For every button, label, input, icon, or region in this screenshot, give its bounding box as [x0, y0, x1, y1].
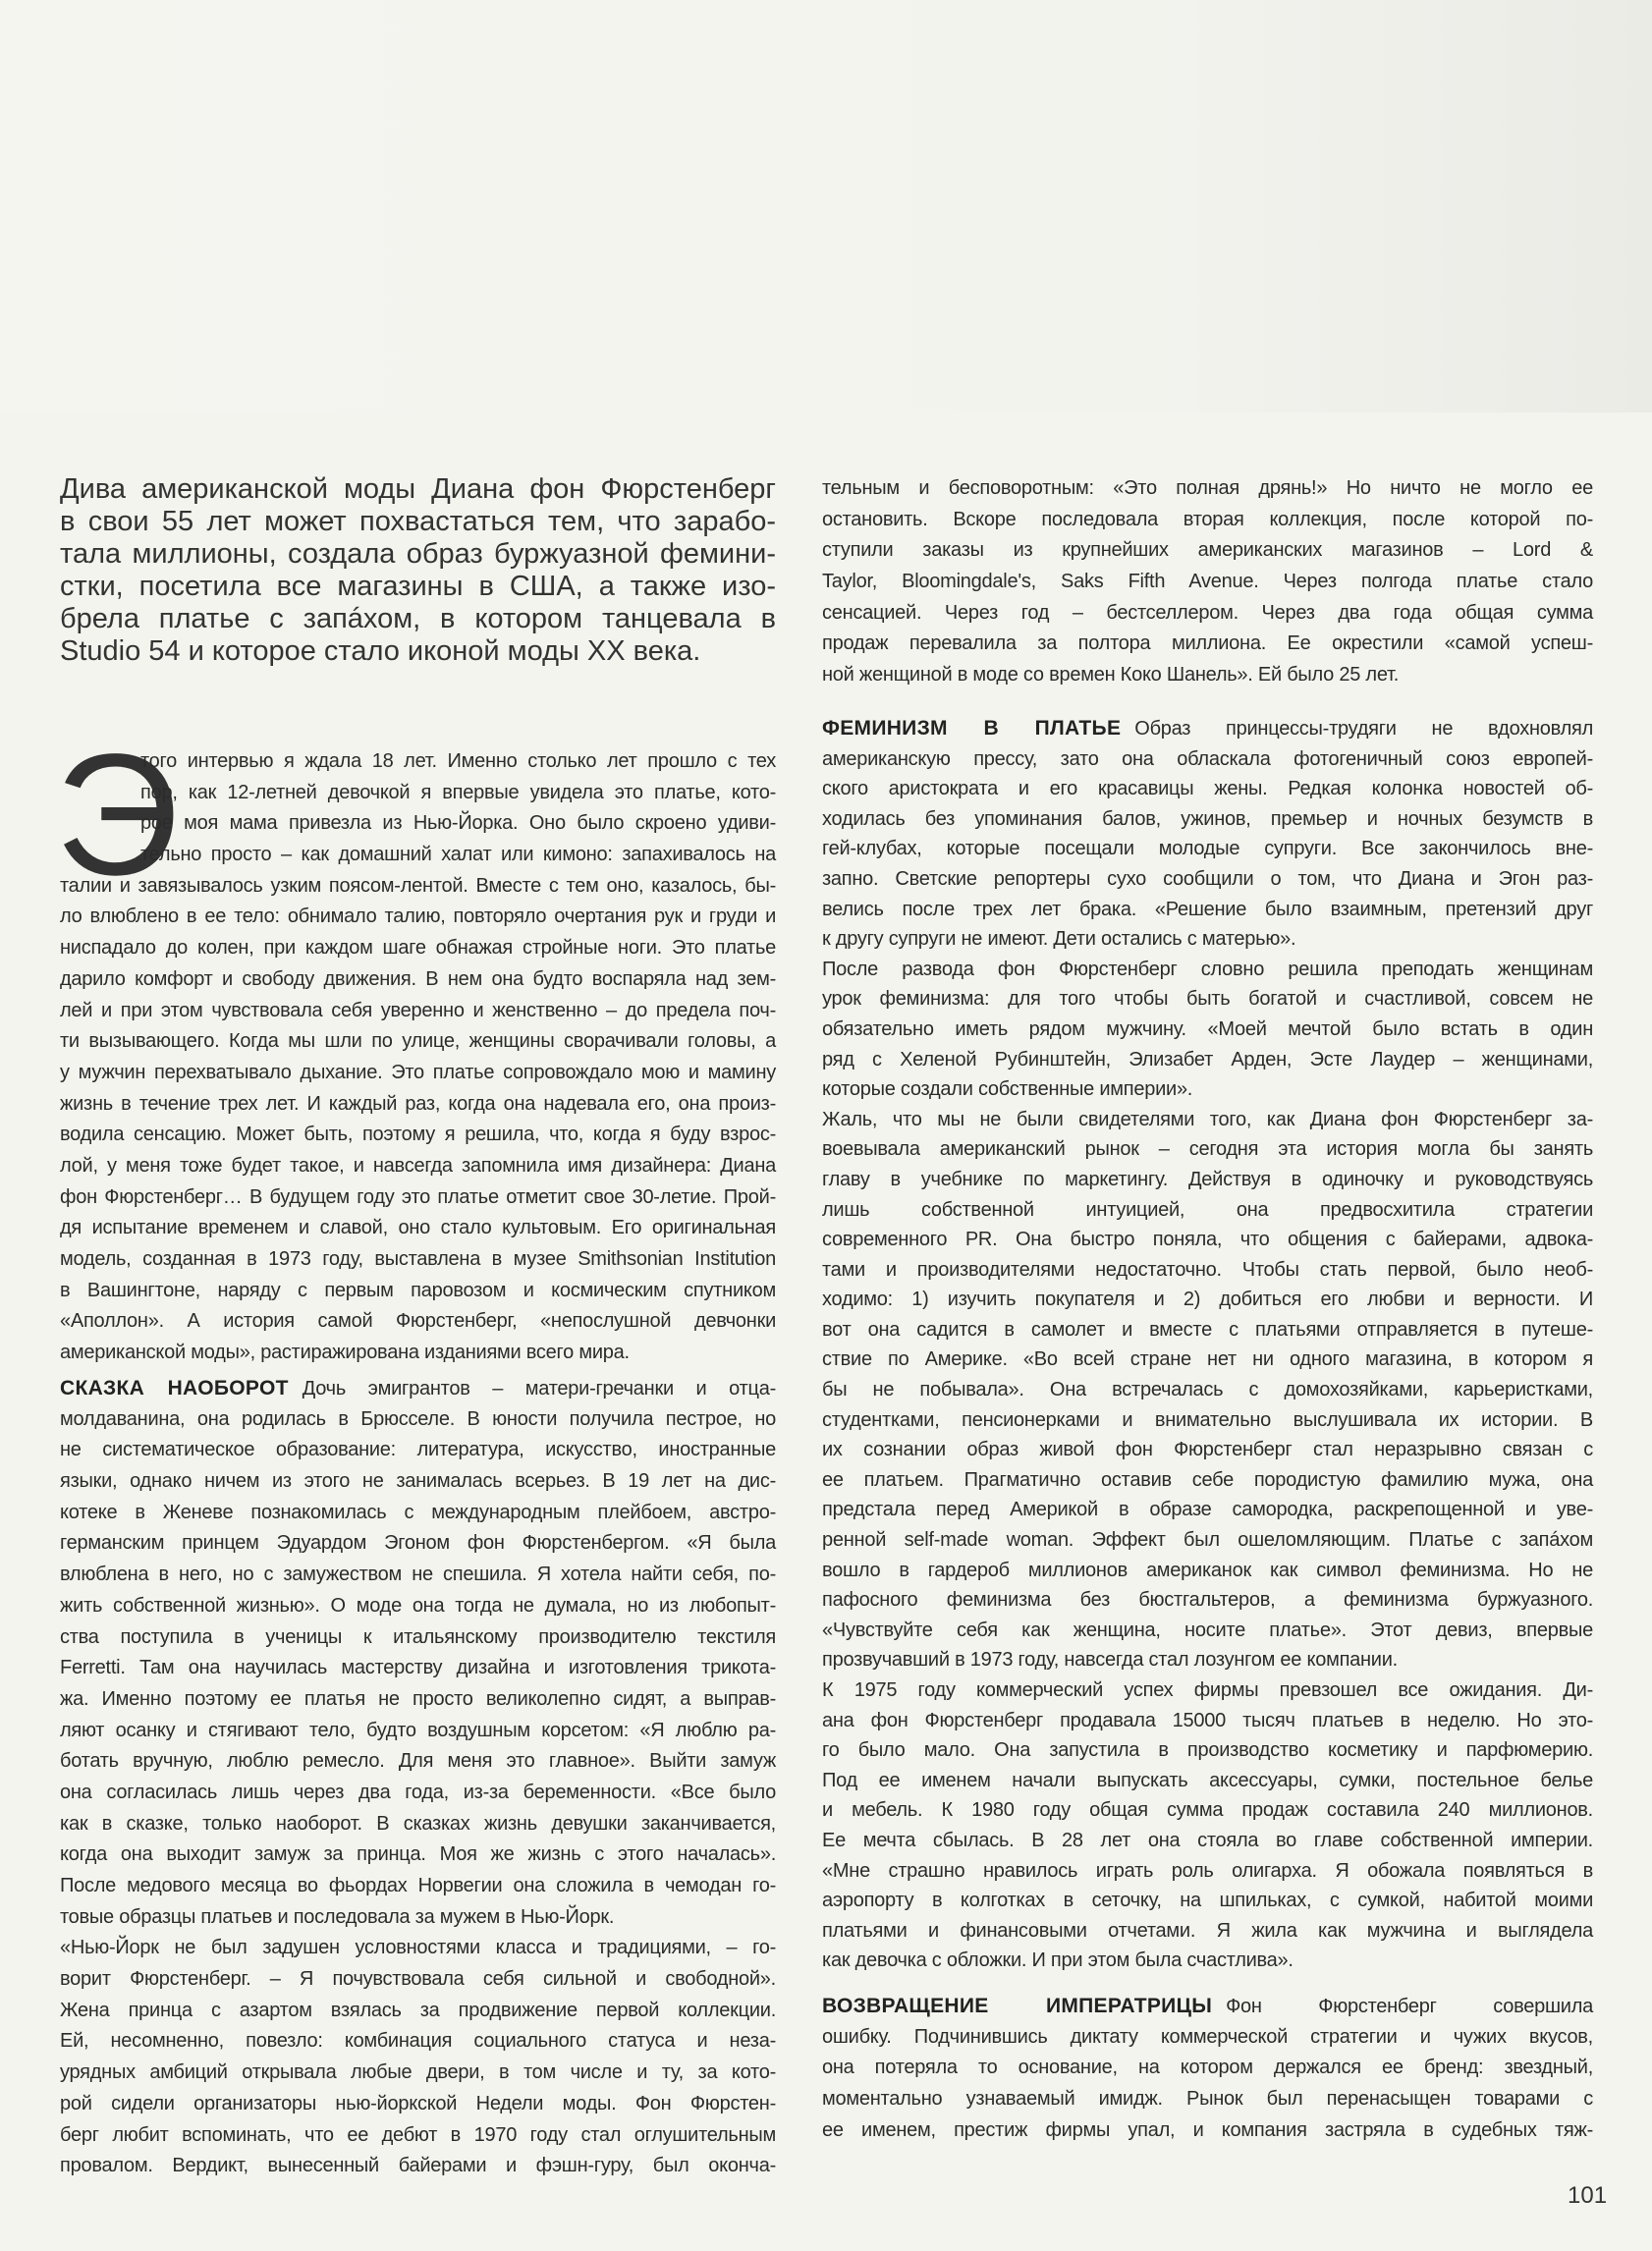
text-line: рое моя мама привезла из Нью-Йорка. Оно было скроено удиви- [140, 812, 776, 835]
text-line: урок феминизма: для того чтобы быть богатой и счастливой, совсем не [822, 988, 1593, 1011]
paragraph [822, 955, 1593, 1105]
lede-line: тала миллионы, создала образ буржуазной фемини- [60, 538, 776, 570]
paragraph [822, 1991, 1593, 2146]
text-line: и мебель. К 1980 году общая сумма продаж составила 240 миллионов. [822, 1799, 1593, 1822]
text-line: товые образцы платьев и последовала за мужем в Нью-Йорк. [60, 1905, 615, 1928]
text-line: ляют осанку и стягивают тело, будто воздушным корсетом: «Я люблю ра- [60, 1719, 776, 1741]
text-line: американской моды», растиражирована изданиями всего мира. [60, 1342, 630, 1364]
column-continuation [822, 473, 1593, 691]
text-line: водила сенсацию. Может быть, поэтому я решила, что, когда я буду взрос- [60, 1124, 776, 1146]
text-line: Жена принца с азартом взялась за продвижение первой коллекции. [60, 1999, 776, 2021]
lede-line: стки, посетила все магазины в США, а также изо- [60, 571, 776, 602]
text-line: предстала перед Америкой в образе самородка, раскрепощенной и уве- [822, 1499, 1593, 1521]
text-line: она потеряла то основание, на котором держался ее бренд: звездный, [822, 2057, 1593, 2079]
text-line: аэропорту в колготках в сеточку, на шпильках, с сумкой, набитой моими [822, 1890, 1593, 1912]
lede-line: брела платье с запáхом, в котором танцевала в [60, 603, 776, 634]
text-line-content: Фон Фюрстенберг совершила [1226, 1996, 1594, 2017]
article-intro [60, 746, 776, 1369]
text-line: продаж перевалила за полтора миллиона. Ее окрестили «самой успеш- [822, 632, 1593, 655]
paragraph [60, 1933, 776, 2182]
text-line: рой сидели организаторы нью-йоркской Недели моды. Фон Фюрстен- [60, 2092, 776, 2114]
paragraph [822, 1105, 1593, 1675]
text-line: она согласилась лишь через два года, из-за беременности. «Все было [60, 1781, 776, 1803]
text-line: которые создали собственные империи». [822, 1078, 1193, 1101]
text-line: воевывала американский рынок – сегодня эта история могла бы занять [822, 1138, 1593, 1161]
section-heading: ВОЗВРАЩЕНИЕ ИМПЕРАТРИЦЫ [822, 1995, 1213, 2017]
text-line: фон Фюрстенберг… В будущем году это платье отметит свое 30-летие. Прой- [60, 1185, 776, 1208]
lede [60, 473, 776, 668]
text-line: ряд с Хеленой Рубинштейн, Элизабет Арден, Эсте Лаудер – женщинами, [822, 1048, 1593, 1071]
text-line: остановить. Вскоре последовала вторая коллекция, после которой по- [822, 508, 1593, 530]
section-empress [822, 1991, 1593, 2146]
paragraph [822, 473, 1593, 691]
text-line: Taylor, Bloomingdale's, Saks Fifth Avenue. Через полгода платье стало [822, 571, 1593, 593]
text-line: тельно просто – как домашний халат или кимоно: запахивалось на [140, 844, 776, 866]
text-line: лишь собственной интуицией, она предвосхитила стратегии [822, 1198, 1593, 1221]
text-line: берг любит вспоминать, что ее дебют в 1970 году стал оглушительным [60, 2123, 776, 2146]
text-line: велись после трех лет брака. «Решение было взаимным, претензий друг [822, 898, 1593, 920]
lede-line: в свои 55 лет может похвастаться тем, что зарабо- [60, 506, 776, 537]
text-line: запно. Светские репортеры сухо сообщили о том, что Диана и Эгон раз- [822, 867, 1593, 890]
text-line: го было мало. Она запустила в производство косметику и парфюмерию. [822, 1739, 1593, 1762]
text-line: ского аристократа и его красавицы жены. Редкая колонка новостей об- [822, 778, 1593, 800]
text-line: ступили заказы из крупнейших американских магазинов – Lord & [822, 539, 1593, 562]
text-line: в Вашингтоне, наряду с первым паровозом и космическим спутником [60, 1279, 776, 1301]
text-line: ее платьем. Прагматично оставив себе породистую фамилию мужа, она [822, 1468, 1593, 1491]
text-line: гей-клубах, которые посещали молодые супруги. Все закончилось вне- [822, 838, 1593, 860]
text-line: дарило комфорт и свободу движения. В нем она будто воспаряла над зем- [60, 967, 776, 990]
text-line: «Нью-Йорк не был задушен условностями класса и традициями, – го- [60, 1937, 776, 1959]
text-line: тами и производителями недостаточно. Чтобы стать первой, было необ- [822, 1258, 1593, 1281]
text-line: ной женщиной в моде со времен Коко Шанель». Ей было 25 лет. [822, 664, 1400, 686]
paragraph [822, 1675, 1593, 1976]
text-line-content: Образ принцессы-трудяги не вдохновлял [1134, 718, 1593, 740]
text-line: ниспадало до колен, при каждом шаге обнажая стройные ноги. Это платье [60, 937, 776, 960]
text-line: «Мне страшно нравилось играть роль олигарха. Я обожала появляться в [822, 1859, 1593, 1882]
text-line: современного PR. Она быстро поняла, что общения с байерами, адвока- [822, 1229, 1593, 1251]
text-line: бы не побывала». Она встречалась с домохозяйками, карьеристками, [822, 1379, 1593, 1401]
text-line: не систематическое образование: литература, искусство, иностранные [60, 1439, 776, 1461]
lede-line: Дива американской моды Диана фон Фюрстенберг [60, 473, 776, 505]
lede-line: Studio 54 и которое стало иконой моды XX века. [60, 635, 701, 667]
photo-edge [0, 0, 1652, 412]
text-line [60, 1373, 776, 1404]
text-line: языки, однако ничем из этого не занималась всерьез. В 19 лет на дис- [60, 1470, 776, 1493]
text-line: влюблена в него, но с замужеством не спешила. Я хотела найти себя, по- [60, 1564, 776, 1586]
text-line: модель, созданная в 1973 году, выставлена в музее Smithsonian Institution [60, 1248, 776, 1270]
text-line [822, 714, 1593, 744]
text-line: ствие по Америке. «Во всей стране нет ни одного магазина, в котором я [822, 1348, 1593, 1371]
section-heading: ФЕМИНИЗМ В ПЛАТЬЕ [822, 717, 1122, 740]
section-feminism [822, 714, 1593, 1976]
text-line: обязательно иметь рядом мужчину. «Моей мечтой было встать в один [822, 1017, 1593, 1040]
text-line: Ее мечта сбылась. В 28 лет она стояла во главе собственной империи. [822, 1829, 1593, 1851]
text-line: как в сказке, только наоборот. В сказках жизнь девушки заканчивается, [60, 1812, 776, 1835]
text-line: провалом. Вердикт, вынесенный байерами и фэшн-гуру, был оконча- [60, 2155, 776, 2177]
text-line: к другу супруги не имеют. Дети остались с матерью». [822, 928, 1296, 951]
text-line: платьями и финансовыми отчетами. Я жила как мужчина и выглядела [822, 1919, 1593, 1942]
text-line: когда она выходит замуж за принца. Моя же жизнь с этого началась». [60, 1843, 776, 1866]
text-line: германским принцем Эдуардом Эгоном фон Фюрстенбергом. «Я была [60, 1532, 776, 1555]
text-line: прозвучавший в 1973 году, навсегда стал лозунгом ее компании. [822, 1649, 1398, 1672]
text-line: После медового месяца во фьордах Норвегии она сложила в чемодан го- [60, 1875, 776, 1896]
paragraph [822, 714, 1593, 955]
text-line: ло влюблено в ее тело: обнимало талию, повторяло очертания рук и груди и [60, 906, 776, 928]
text-line: После развода фон Фюрстенберг словно решила преподать женщинам [822, 958, 1593, 980]
text-line: ренной self-made woman. Эффект был ошеломляющим. Платье с запáхом [822, 1529, 1593, 1552]
text-line: Ferretti. Там она научилась мастерству дизайна и изготовления трикота- [60, 1657, 776, 1679]
text-line: студентками, пенсионерками и внимательно выслушивала их истории. В [822, 1408, 1593, 1431]
text-line: сенсацией. Через год – бестселлером. Через два года общая сумма [822, 601, 1593, 624]
text-line: американскую прессу, зато она обласкала фотогеничный союз европей- [822, 747, 1593, 770]
text-line: К 1975 году коммерческий успех фирмы превзошел все ожидания. Ди- [822, 1679, 1593, 1701]
text-line: дя испытание временем и славой, оно стало культовым. Его оригинальная [60, 1217, 776, 1239]
text-line: жа. Именно поэтому ее платья не просто великолепно сидят, а выправ- [60, 1687, 776, 1710]
text-line: Ей, несомненно, повезло: комбинация социального статуса и неза- [60, 2030, 776, 2053]
text-line: моментально узнаваемый имидж. Рынок был перенасыщен товарами с [822, 2088, 1593, 2111]
text-line: ботать вручную, люблю ремесло. Для меня это главное». Выйти замуж [60, 1750, 776, 1773]
text-line: лой, у меня тоже будет такое, и навсегда запомнила имя дизайнера: Диана [60, 1154, 776, 1177]
text-line: Под ее именем начали выпускать аксессуары, сумки, постельное белье [822, 1769, 1593, 1791]
text-line: жизнь в течение трех лет. И каждый раз, когда она надевала его, она произ- [60, 1092, 776, 1115]
text-line: тельным и бесповоротным: «Это полная дрянь!» Но ничто не могло ее [822, 477, 1593, 499]
text-line: пор, как 12-летней девочкой я впервые увидела это платье, кото- [140, 781, 776, 803]
text-line: вошло в гардероб миллионов американок как символ феминизма. Но не [822, 1559, 1593, 1581]
text-line: «Аполлон». А история самой Фюрстенберг, «непослушной девчонки [60, 1310, 776, 1333]
text-line: ти вызывающего. Когда мы шли по улице, женщины сворачивали головы, а [60, 1030, 776, 1053]
text-line: их сознании образ живой фон Фюрстенберг стал неразрывно связан с [822, 1439, 1593, 1461]
paragraph [60, 746, 776, 1369]
text-line: молдаванина, она родилась в Брюсселе. В юности получила пестрое, но [60, 1407, 776, 1430]
text-line: ходимо: 1) изучить покупателя и 2) добиться его любви и верности. И [822, 1289, 1593, 1311]
drop-cap: Э [55, 719, 180, 911]
text-line: пафосного феминизма без бюстгальтеров, а феминизма буржуазного. [822, 1589, 1593, 1612]
paragraph [60, 1373, 776, 1933]
text-line: ства поступила в ученицы к итальянскому производителю текстиля [60, 1625, 776, 1648]
section-fairytale [60, 1373, 776, 2182]
section-heading: СКАЗКА НАОБОРОТ [60, 1377, 289, 1400]
text-line [822, 1991, 1593, 2022]
text-line: котеке в Женеве познакомилась с международным плейбоем, австро- [60, 1501, 776, 1523]
text-line: ее именем, престиж фирмы упал, и компания застряла в судебных тяж- [822, 2118, 1593, 2141]
text-line: ошибку. Подчинившись диктату коммерческой стратегии и чужих вкусов, [822, 2025, 1593, 2048]
text-line: лей и при этом чувствовала себя уверенно и женственно – до предела поч- [60, 999, 776, 1021]
text-line: того интервью я ждала 18 лет. Именно столько лет прошло с тех [140, 750, 776, 772]
text-line: главу в учебнике по маркетингу. Действуя в одиночку и руководствуясь [822, 1168, 1593, 1190]
text-line: «Чувствуйте себя как женщина, носите платье». Этот девиз, впервые [822, 1619, 1593, 1641]
text-line: у мужчин перехватывало дыхание. Это платье сопровождало мою и мамину [60, 1061, 776, 1083]
text-line: жить собственной жизнью». О моде она тогда не думала, но из любопыт- [60, 1594, 776, 1617]
text-line: Жаль, что мы не были свидетелями того, как Диана фон Фюрстенберг за- [822, 1108, 1593, 1130]
page-number: 101 [1568, 2182, 1608, 2209]
text-line: талии и завязывалось узким поясом-лентой. Вместе с тем оно, казалось, бы- [60, 874, 776, 897]
text-line: ходилась без упоминания балов, ужинов, премьер и ночных безумств в [822, 807, 1593, 830]
text-line: ана фон Фюрстенберг продавала 15000 тысяч платьев в неделю. Но это- [822, 1709, 1593, 1731]
text-line: ворит Фюрстенберг. – Я почувствовала себя сильной и свободной». [60, 1968, 776, 1991]
text-line: как девочка с обложки. И при этом была счастлива». [822, 1949, 1294, 1972]
text-line-content: Дочь эмигрантов – матери-гречанки и отца- [302, 1378, 776, 1400]
text-line: урядных амбиций открывала любые двери, в том числе и ту, за кото- [60, 2061, 776, 2084]
text-line: вот она садится в самолет и вместе с платьями отправляется в путеше- [822, 1318, 1593, 1341]
